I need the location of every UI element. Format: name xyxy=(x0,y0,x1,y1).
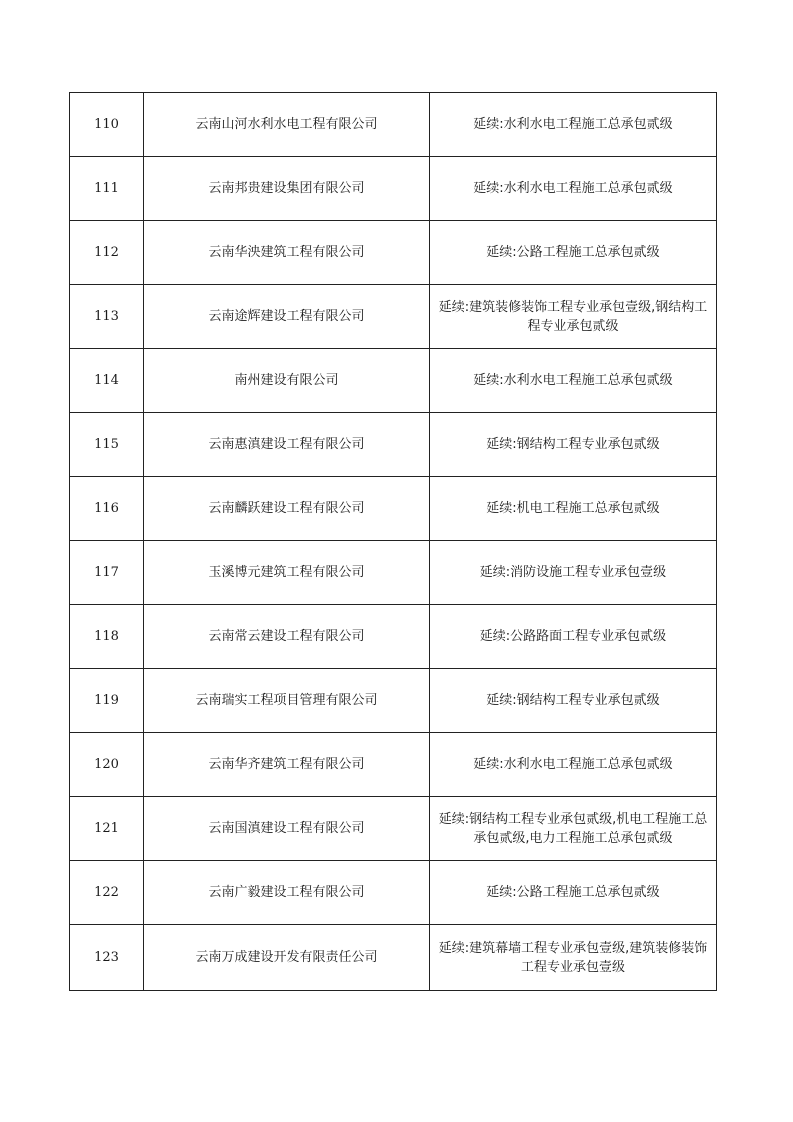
row-number: 123 xyxy=(70,925,144,991)
qualification-text: 延续:钢结构工程专业承包贰级 xyxy=(430,413,717,477)
company-name: 云南国滇建设工程有限公司 xyxy=(144,797,430,861)
table-body xyxy=(70,93,717,991)
row-number: 121 xyxy=(70,797,144,861)
company-name: 云南惠滇建设工程有限公司 xyxy=(144,413,430,477)
table-row xyxy=(70,93,717,157)
row-number: 114 xyxy=(70,349,144,413)
company-name: 云南途辉建设工程有限公司 xyxy=(144,285,430,349)
table-row xyxy=(70,861,717,925)
table-row xyxy=(70,541,717,605)
company-name: 云南麟跃建设工程有限公司 xyxy=(144,477,430,541)
company-name: 云南邦贵建设集团有限公司 xyxy=(144,157,430,221)
qualification-text: 延续:水利水电工程施工总承包贰级 xyxy=(430,349,717,413)
table-row xyxy=(70,157,717,221)
company-name: 云南华泱建筑工程有限公司 xyxy=(144,221,430,285)
qualification-text: 延续:公路路面工程专业承包贰级 xyxy=(430,605,717,669)
qualification-text: 延续:建筑幕墙工程专业承包壹级,建筑装修装饰工程专业承包壹级 xyxy=(430,925,717,991)
qualification-text: 延续:钢结构工程专业承包贰级 xyxy=(430,669,717,733)
qualification-table xyxy=(69,92,717,991)
table-row xyxy=(70,605,717,669)
company-name: 云南山河水利水电工程有限公司 xyxy=(144,93,430,157)
qualification-text: 延续:钢结构工程专业承包贰级,机电工程施工总承包贰级,电力工程施工总承包贰级 xyxy=(430,797,717,861)
company-name: 云南万成建设开发有限责任公司 xyxy=(144,925,430,991)
company-name: 云南常云建设工程有限公司 xyxy=(144,605,430,669)
qualification-text: 延续:消防设施工程专业承包壹级 xyxy=(430,541,717,605)
row-number: 120 xyxy=(70,733,144,797)
table-row xyxy=(70,925,717,991)
row-number: 113 xyxy=(70,285,144,349)
row-number: 112 xyxy=(70,221,144,285)
row-number: 115 xyxy=(70,413,144,477)
row-number: 119 xyxy=(70,669,144,733)
row-number: 116 xyxy=(70,477,144,541)
table-row xyxy=(70,733,717,797)
row-number: 122 xyxy=(70,861,144,925)
qualification-text: 延续:水利水电工程施工总承包贰级 xyxy=(430,157,717,221)
qualification-text: 延续:公路工程施工总承包贰级 xyxy=(430,221,717,285)
company-name: 云南瑞实工程项目管理有限公司 xyxy=(144,669,430,733)
qualification-text: 延续:水利水电工程施工总承包贰级 xyxy=(430,733,717,797)
table-row xyxy=(70,797,717,861)
table-row xyxy=(70,221,717,285)
table-row xyxy=(70,349,717,413)
qualification-text: 延续:公路工程施工总承包贰级 xyxy=(430,861,717,925)
qualification-text: 延续:机电工程施工总承包贰级 xyxy=(430,477,717,541)
company-name: 玉溪博元建筑工程有限公司 xyxy=(144,541,430,605)
table-row xyxy=(70,285,717,349)
table-row xyxy=(70,477,717,541)
table-row xyxy=(70,413,717,477)
row-number: 111 xyxy=(70,157,144,221)
row-number: 110 xyxy=(70,93,144,157)
row-number: 118 xyxy=(70,605,144,669)
qualification-text: 延续:建筑装修装饰工程专业承包壹级,钢结构工程专业承包贰级 xyxy=(430,285,717,349)
company-name: 云南广毅建设工程有限公司 xyxy=(144,861,430,925)
company-name: 云南华齐建筑工程有限公司 xyxy=(144,733,430,797)
qualification-text: 延续:水利水电工程施工总承包贰级 xyxy=(430,93,717,157)
row-number: 117 xyxy=(70,541,144,605)
table-row xyxy=(70,669,717,733)
company-name: 南州建设有限公司 xyxy=(144,349,430,413)
